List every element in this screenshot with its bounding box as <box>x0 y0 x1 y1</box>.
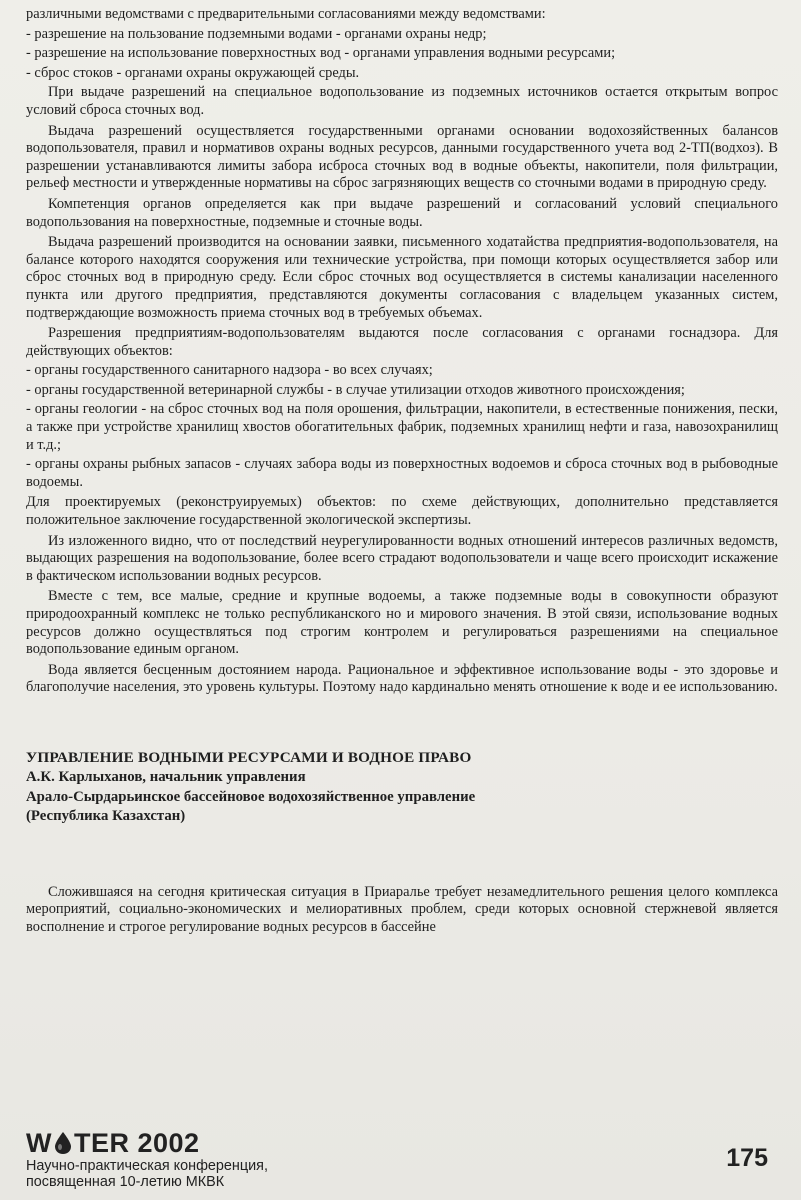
water-drop-icon <box>53 1131 73 1155</box>
conference-caption <box>26 1158 268 1190</box>
article-author: А.К. Карлыханов, начальник управления <box>26 768 306 785</box>
water-2002-logo <box>26 1128 200 1158</box>
list-item: - разрешение на пользование подземными водами - органами охраны недр; <box>26 25 487 42</box>
paragraph: Вместе с тем, все малые, средние и крупные водоемы, а также подземные воды в совокупности образуют природоохранный комплекс не только республиканского но и мирового значения. В этой связи, использование водных ресурсов должно осуществляться под строгим контролем и регулироваться разрешениями на специальное водопользование единым органом. <box>26 588 778 658</box>
paragraph: Компетенция органов определяется как при выдаче разрешений и согласований условий специального водопользования на поверхностные, подземные и сточные воды. <box>26 195 778 230</box>
body-text <box>26 6 778 939</box>
conference-line: посвященная 10-летию МКВК <box>26 1174 225 1190</box>
page-number: 175 <box>726 1144 768 1172</box>
logo-text-start: W <box>26 1128 52 1158</box>
article-organization: Арало-Сырдарьинское бассейновое водохозяйственное управление <box>26 788 476 805</box>
list-item: - органы государственной ветеринарной службы - в случае утилизации отходов животного происхождения; <box>26 381 685 398</box>
list-item: - сброс стоков - органами охраны окружающей среды. <box>26 64 360 81</box>
paragraph: Для проектируемых (реконструируемых) объектов: по схеме действующих, дополнительно представляется положительное заключение государственной экологической экспертизы. <box>26 494 778 529</box>
paragraph: Разрешения предприятиям-водопользователям выдаются после согласования с органами госнадзора. Для действующих объектов: <box>26 325 778 359</box>
paragraph: различными ведомствами с предварительными согласованиями между ведомствами: <box>26 6 546 22</box>
list-item: - разрешение на использование поверхностных вод - органами управления водными ресурсами; <box>26 45 616 62</box>
page-footer <box>26 1128 778 1198</box>
list-item: - органы геологии - на сброс сточных вод на поля орошения, фильтрации, накопители, в естественные понижения, пески, а также при устройстве хранилищ хвостов обогатительных фабрик, подземных хранилищ нефти и газа, навозохранилищ и т.д.; <box>26 401 778 453</box>
article-lead-paragraph: Сложившаяся на сегодня критическая ситуация в Приаралье требует незамедлительного решения целого комплекса мероприятий, социально-экономических и мелиоративных проблем, среди которых основной стержневой является восполнение и строгое регулирование водных ресурсов в бассейне <box>26 883 778 935</box>
logo-text-end: TER 2002 <box>73 1128 200 1158</box>
list-item: - органы государственного санитарного надзора - во всех случаях; <box>26 362 433 379</box>
paragraph: Выдача разрешений производится на основании заявки, письменного ходатайства предприятия-водопользователя, на балансе которого находятся сооружения или технические устройства, при помощи которых осуществляется забор или сброс сточных вод в природную среду. Если сброс сточных вод осуществляется в системы канализации населенного пункта или другого предприятия, представляются документы согласования с владельцем указанных систем, подтверждающие возможность приема сточных вод в требуемых объемах. <box>26 234 778 321</box>
paragraph: Вода является бесценным достоянием народа. Рациональное и эффективное использование воды - это здоровье и благополучие населения, это уровень культуры. Поэтому надо кардинально менять отношение к воде и ее использованию. <box>26 661 778 696</box>
list-item: - органы охраны рыбных запасов - случаях забора воды из поверхностных водоемов и сброса сточных вод в рыбоводные водоемы. <box>26 456 778 490</box>
article-title: УПРАВЛЕНИЕ ВОДНЫМИ РЕСУРСАМИ И ВОДНОЕ ПРАВО <box>26 748 472 766</box>
conference-line: Научно-практическая конференция, <box>26 1158 268 1174</box>
paragraph: Из изложенного видно, что от последствий неурегулированности водных отношений интересов различных ведомств, выдающих разрешения на водопользование, более всего страдают водопользователи и чаще всего происходит искажение в фактическом использовании водных ресурсов. <box>26 532 778 584</box>
article-country: (Республика Казахстан) <box>26 808 186 825</box>
paragraph: При выдаче разрешений на специальное водопользование из подземных источников остается открытым вопрос условий сброса сточных вод. <box>26 84 778 118</box>
paragraph: Выдача разрешений осуществляется государственными органами основании водохозяйственных балансов водопользователя, правил и нормативов охраны водных ресурсов, данными государственного учета вод 2-ТП(водхоз). В разрешении устанавливаются лимиты забора исброса сточных вод в водные объекты, накопители, поля фильтрации, рельеф местности и утвержденные нормативы на сброс загрязняющих веществ со сточными водами в природную среду. <box>26 122 778 192</box>
